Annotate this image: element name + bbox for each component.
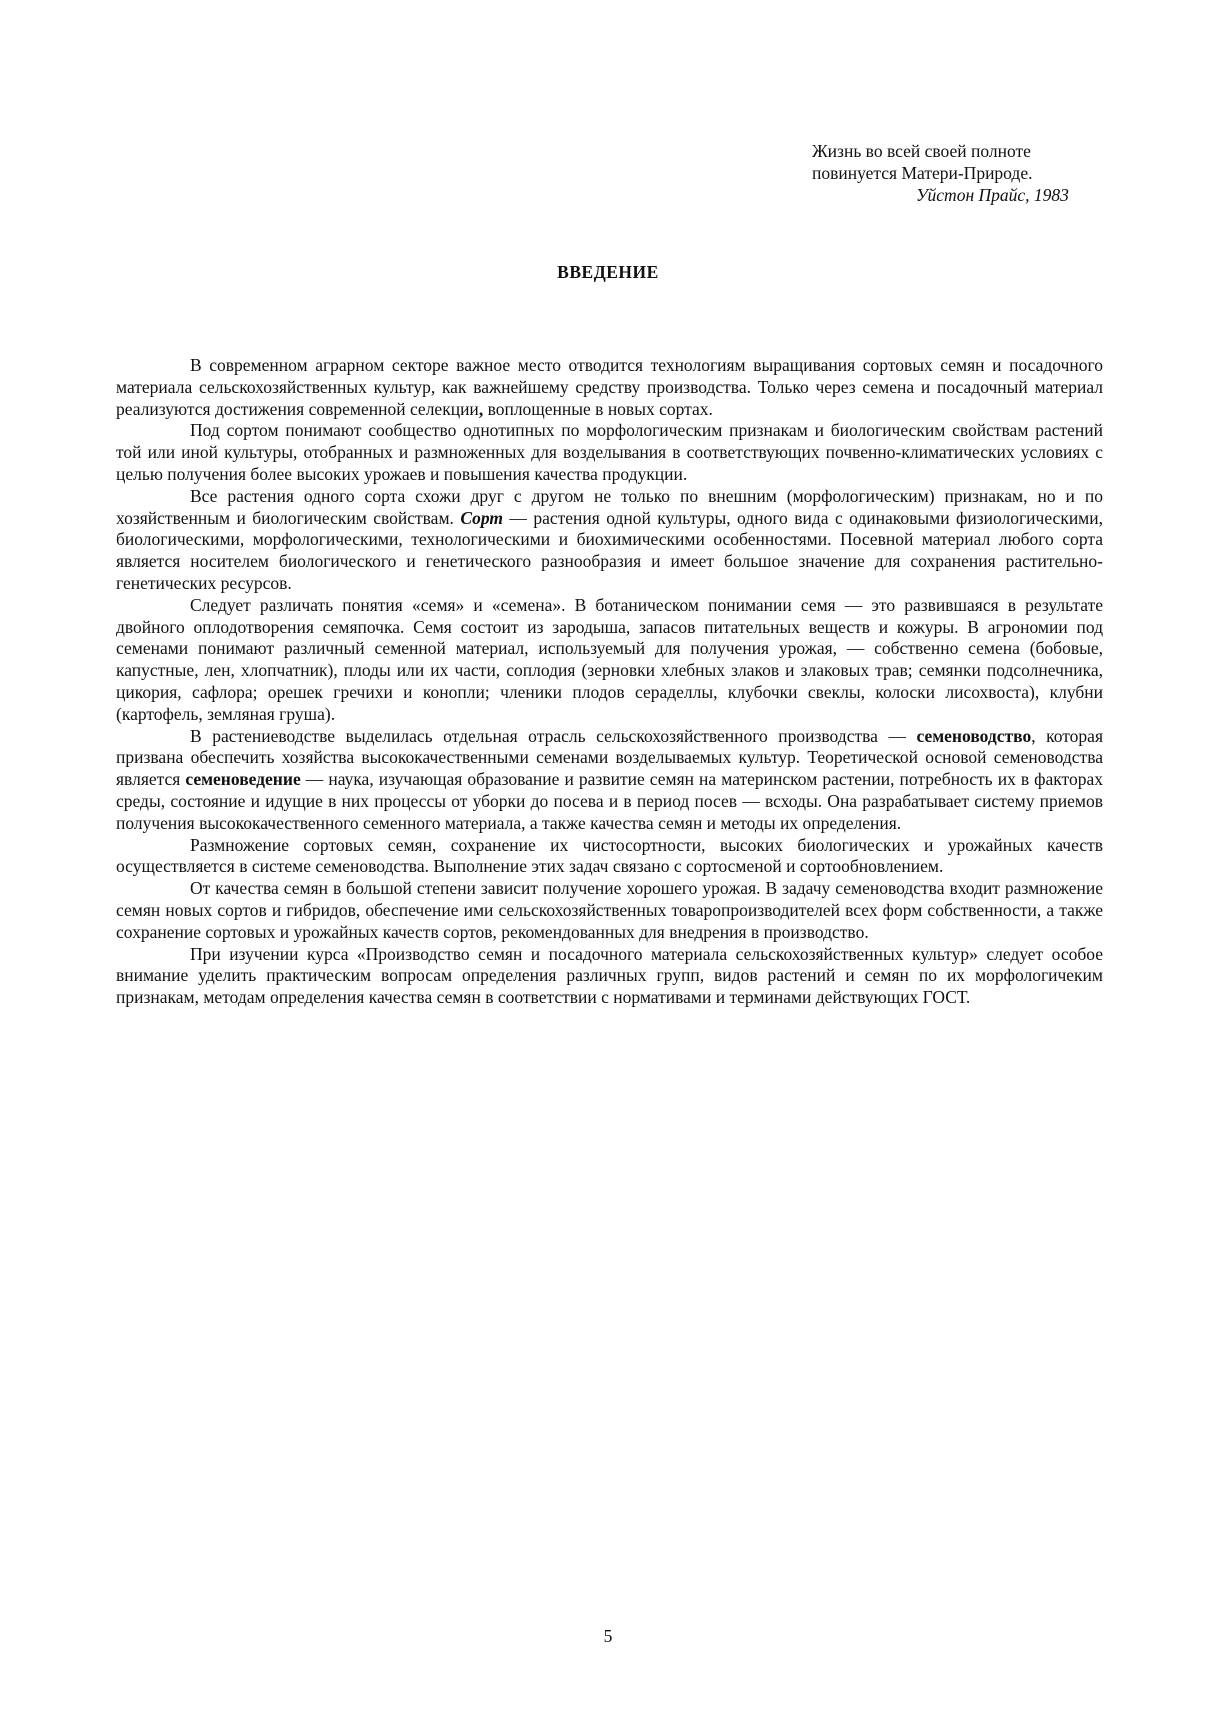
epigraph-year: 1983 xyxy=(1033,185,1069,205)
paragraph-4: Следует различать понятия «семя» и «семена». В ботаническом понимании семя — это развившаяся в результате двойного оплодотворения семяпочка. Семя состоит из зародыша, запасов питательных веществ и кожуры. В агрономии под семенами понимают различный семенной материал, используемый для получения урожая, — собственно семена (бобовые, капустные, лен, хлопчатник), плоды или их части, соплодия (зерновки хлебных злаков и злаковых трав; семянки подсолнечника, цикория, сафлора; орешек гречихи и конопли; членики плодов сераделлы, клубочки свеклы, колоски лисохвоста), клубни (картофель, земляная груша). xyxy=(116,594,1103,724)
bold-comma: , xyxy=(478,398,484,419)
paragraph-1 xyxy=(116,355,1103,420)
paragraph-5-text: В растениеводстве выделилась отдельная отрасль сельскохозяйственного производства — xyxy=(190,725,917,746)
paragraph-8: При изучении курса «Производство семян и посадочного материала сельскохозяйственных культур» следует особое внимание уделить практическим вопросам определения различных групп, видов растений и семян по их морфологичеким признакам, методам определения качества семян в соответствии с нормативами и терминами действующих ГОСТ. xyxy=(116,943,1103,1008)
epigraph-line-2: повинуется Матери-Природе. xyxy=(812,163,1033,183)
paragraph-5-text-end: — наука, изучающая образование и развитие семян на материнском растении, потребность их в факторах среды, состояние и идущие в них процессы от уборки до посева и в период посев — всходы. Она разрабатывает систему приемов получения высококачественного семенного материала, а также качества семян и методы их определения. xyxy=(116,769,1103,833)
page-number: 5 xyxy=(603,1626,613,1646)
paragraph-5 xyxy=(116,726,1103,835)
paragraph-3-text-end: — растения одной культуры, одного вида с одинаковыми физиологическими, биологическими, морфологическими, технологическими и биохимическими особенностями. Посевной материал любого сорта является носителем биологического и генетического разнообразия и имеет большое значение для сохранения растительно-генетических ресурсов. xyxy=(116,507,1103,593)
paragraph-6: Размножение сортовых семян, сохранение их чистосортности, высоких биологических и урожайных качеств осуществляется в системе семеноводства. Выполнение этих задач связано с сортосменой и сортообновлением. xyxy=(116,834,1103,877)
term-semenovodstvo: семеноводство xyxy=(916,725,1032,746)
term-sort: Сорт xyxy=(460,507,504,528)
epigraph-attribution xyxy=(812,184,1112,206)
epigraph xyxy=(812,140,1112,206)
section-heading: ВВЕДЕНИЕ xyxy=(557,262,659,282)
paragraph-2: Под сортом понимают сообщество однотипных по морфологическим признакам и биологическим свойствам растений той или иной культуры, отобранных и размноженных для возделывания в соответствующих почвенно-климатических условиях с целью получения более высоких урожаев и повышения качества продукции. xyxy=(116,420,1103,484)
body-text xyxy=(116,355,1103,1009)
paragraph-5-text-mid: , которая призвана обеспечить хозяйства высококачественными семенами возделываемых культур. Теоретической основой семеноводства является xyxy=(116,725,1103,790)
paragraph-1-text-end: воплощенные в новых сортах. xyxy=(483,398,713,419)
epigraph-separator: , xyxy=(1025,185,1034,205)
epigraph-line-1: Жизнь во всей своей полноте xyxy=(812,141,1031,161)
epigraph-author: Уйстон Прайс xyxy=(916,185,1026,205)
paragraph-1-text: В современном аграрном секторе важное место отводится технологиям выращивания сортовых семян и посадочного материала сельскохозяйственных культур, как важнейшему средству производства. Только через семена и посадочный материал реализуются достижения современной селекции xyxy=(116,355,1103,419)
paragraph-3-text: Все растения одного сорта схожи друг с другом не только по внешним (морфологическим) признакам, но и по хозяйственным и биологическим свойствам. xyxy=(116,485,1103,528)
term-semenovedenie: семеноведение xyxy=(185,769,301,790)
paragraph-3 xyxy=(116,486,1103,595)
paragraph-7: От качества семян в большой степени зависит получение хорошего урожая. В задачу семеноводства входит размножение семян новых сортов и гибридов, обеспечение ими сельскохозяйственных товаропроизводителей всех форм собственности, а также сохранение сортовых и урожайных качеств сортов, рекомендованных для внедрения в производство. xyxy=(116,878,1103,942)
